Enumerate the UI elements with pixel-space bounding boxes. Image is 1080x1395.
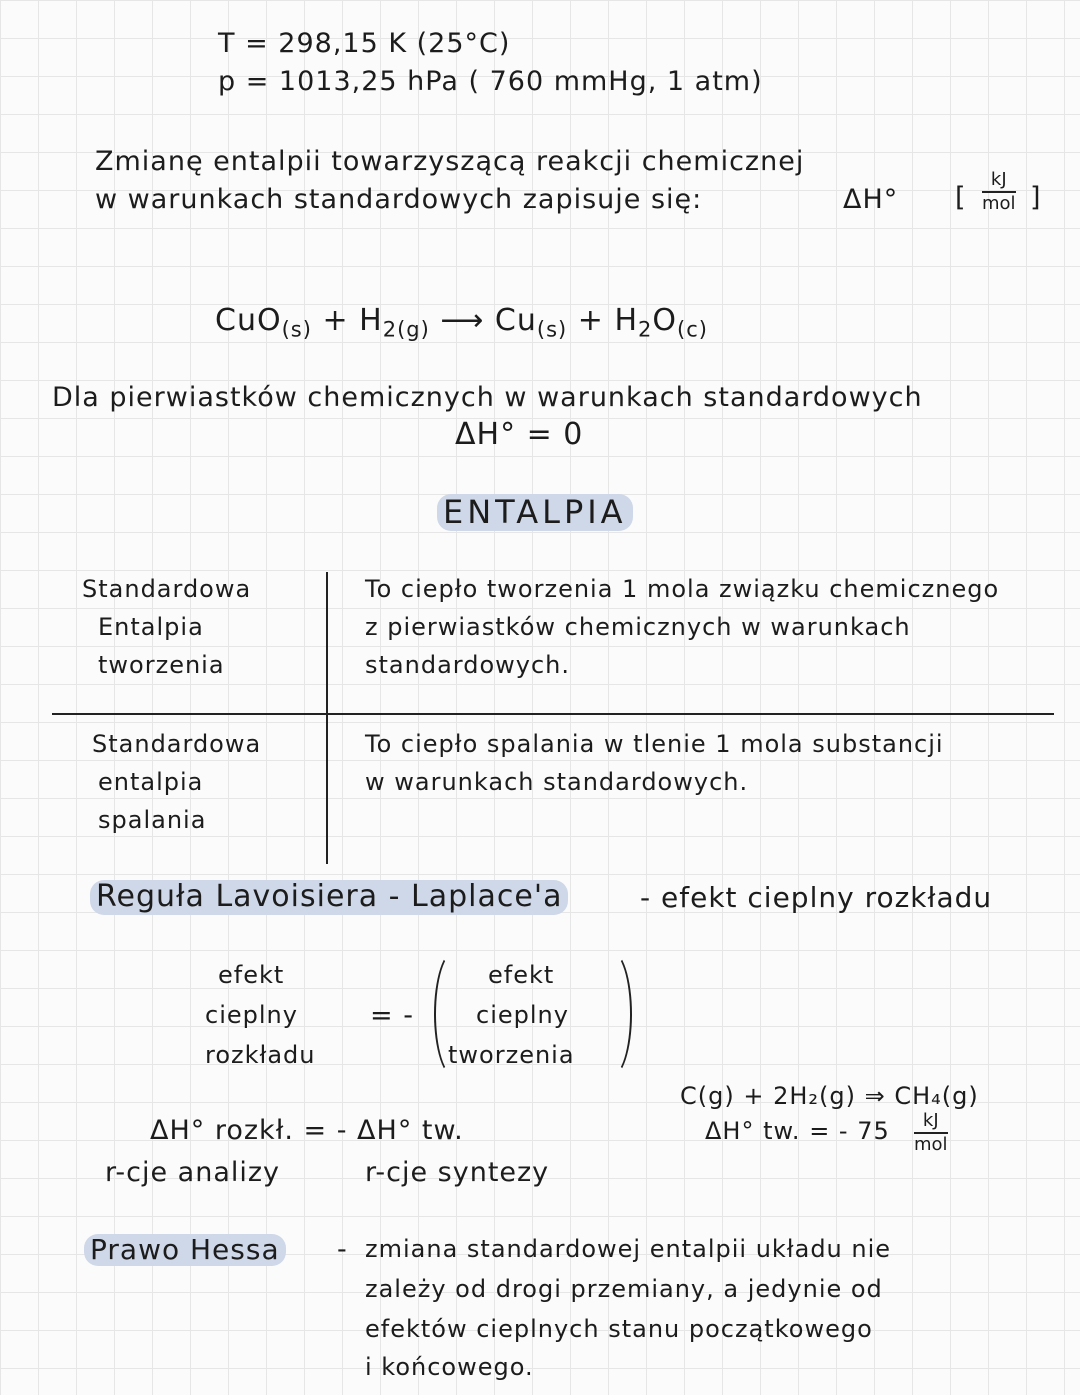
term-combustion-2: entalpia: [98, 768, 204, 796]
reactant-1: CuO: [215, 303, 282, 338]
plus-sign: +: [322, 303, 349, 338]
example-reaction: C(g) + 2H₂(g) ⇒ CH₄(g): [680, 1082, 979, 1110]
product-2-rest: O: [652, 303, 677, 338]
product-2: H: [614, 303, 638, 338]
def-formation-3: standardowych.: [365, 651, 571, 679]
rule-suffix: - efekt cieplny rozkładu: [640, 881, 993, 914]
def-combustion-2: w warunkach standardowych.: [365, 768, 749, 796]
term-formation-1: Standardowa: [82, 575, 252, 603]
hess-title: Prawo Hessa: [84, 1234, 286, 1266]
section-heading: ENTALPIA: [437, 494, 633, 531]
synthesis-label: r-cje syntezy: [365, 1157, 550, 1188]
rule-left-2: cieplny: [205, 1001, 298, 1029]
hess-line-1: zmiana standardowej entalpii układu nie: [365, 1235, 892, 1263]
pressure-condition: p = 1013,25 hPa ( 760 mmHg, 1 atm): [218, 66, 763, 97]
def-combustion-1: To ciepło spalania w tlenie 1 mola substancji: [365, 730, 944, 758]
intro-line-2: w warunkach standardowych zapisuje się:: [95, 184, 703, 215]
example-unit-fraction: [914, 1112, 948, 1154]
reaction-cuo-h2: [215, 304, 708, 341]
reaction-arrow: ⟶: [440, 303, 485, 338]
def-formation-2: z pierwiastków chemicznych w warunkach: [365, 613, 911, 641]
product-2-subscript: 2: [638, 317, 653, 342]
unit-bracket-open: [: [955, 182, 967, 213]
unit-fraction: [982, 171, 1016, 213]
analysis-label: r-cje analizy: [105, 1157, 281, 1188]
term-combustion-3: spalania: [98, 806, 207, 834]
right-parenthesis: [590, 950, 632, 1078]
plus-sign-2: +: [577, 303, 604, 338]
hess-line-2: zależy od drogi przemiany, a jedynie od: [365, 1275, 883, 1303]
unit-bracket-close: ]: [1030, 182, 1042, 213]
term-formation-3: tworzenia: [98, 651, 225, 679]
example-enthalpy: ΔH° tw. = - 75: [705, 1117, 890, 1145]
elements-note-line-2: ΔH° = 0: [455, 417, 584, 452]
temperature-condition: T = 298,15 K (25°C): [218, 28, 511, 59]
rule-equals: = -: [370, 1000, 414, 1031]
def-formation-1: To ciepło tworzenia 1 mola związku chemicznego: [365, 575, 1000, 603]
elements-note-line-1: Dla pierwiastków chemicznych w warunkach standardowych: [52, 382, 923, 413]
table-divider-vertical: [326, 572, 328, 864]
intro-line-1: Zmianę entalpii towarzyszącą reakcji chemicznej: [95, 146, 805, 177]
table-divider-horizontal: [52, 713, 1054, 715]
hess-line-3: efektów cieplnych stanu początkowego: [365, 1315, 873, 1343]
unit-numerator: kJ: [990, 169, 1007, 190]
rule-right-3: tworzenia: [448, 1041, 575, 1069]
hess-dash: -: [337, 1234, 348, 1265]
rule-left-3: rozkładu: [205, 1041, 316, 1069]
rule-right-1: efekt: [488, 961, 555, 989]
product-1-state: (s): [536, 317, 568, 342]
example-unit-denominator: mol: [914, 1134, 948, 1155]
enthalpy-symbol: ΔH°: [843, 184, 899, 215]
reactant-1-state: (s): [281, 317, 312, 342]
reactant-2-subscript: 2: [382, 317, 398, 342]
product-1: Cu: [494, 303, 537, 338]
term-combustion-1: Standardowa: [92, 730, 262, 758]
example-unit-numerator: kJ: [922, 1110, 939, 1131]
term-formation-2: Entalpia: [98, 613, 204, 641]
rule-title: Reguła Lavoisiera - Laplace'a: [90, 880, 568, 915]
unit-denominator: mol: [982, 193, 1016, 214]
rule-right-2: cieplny: [476, 1001, 569, 1029]
product-2-state: (c): [677, 317, 708, 342]
rule-left-1: efekt: [218, 961, 285, 989]
reactant-2: H: [359, 303, 383, 338]
rule-equation: ΔH° rozkł. = - ΔH° tw.: [150, 1115, 464, 1146]
hess-line-4: i końcowego.: [365, 1353, 534, 1381]
reactant-2-state: (g): [397, 317, 430, 342]
